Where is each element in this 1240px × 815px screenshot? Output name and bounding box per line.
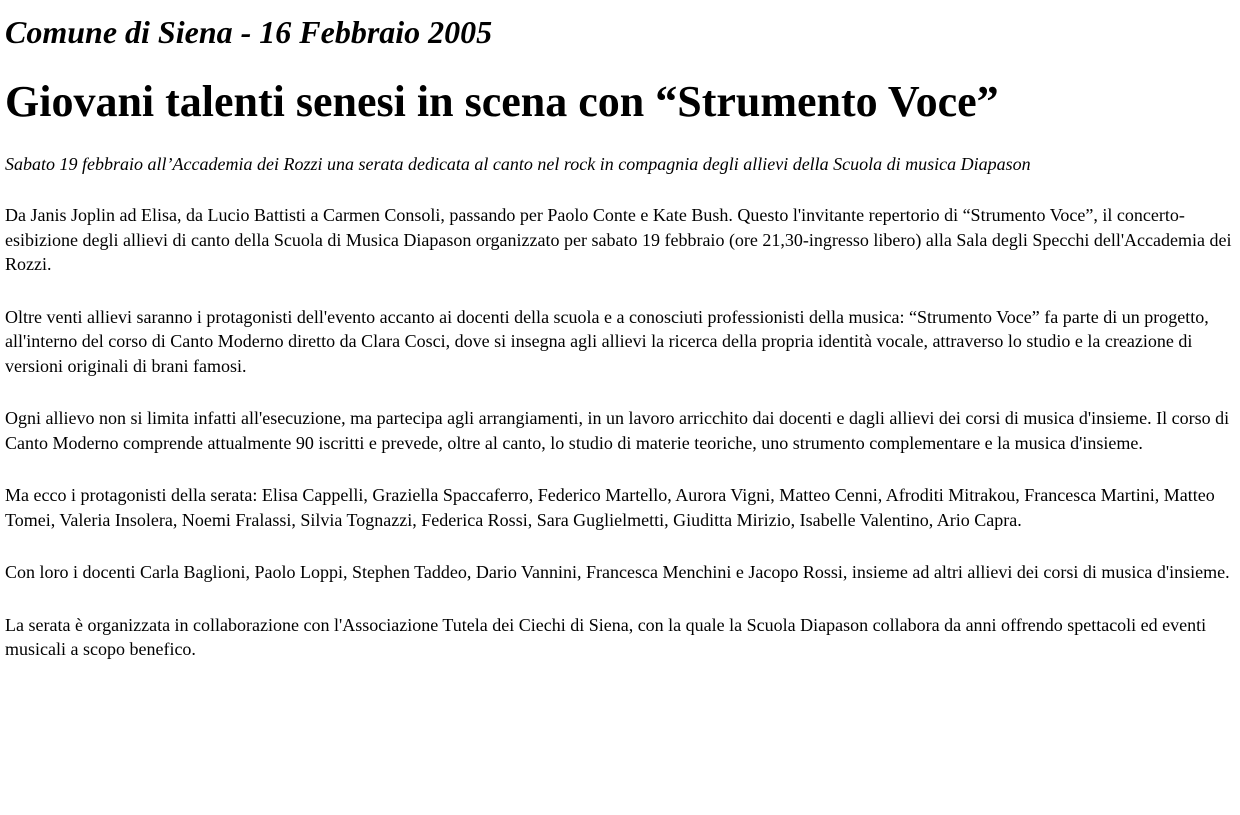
- body-paragraph: Da Janis Joplin ad Elisa, da Lucio Battisti a Carmen Consoli, passando per Paolo Conte e Kate Bush. Questo l'invitante repertorio di “Strumento Voce”, il concerto-esibizione degli allievi di canto della Scuola di Musica Diapason organizzato per sabato 19 febbraio (ore 21,30-ingresso libero) alla Sala degli Specchi dell'Accademia dei Rozzi.: [5, 205, 1232, 274]
- article-subtitle: Sabato 19 febbraio all’Accademia dei Rozzi una serata dedicata al canto nel rock in compagnia degli allievi della Scuola di musica Diapason: [5, 154, 1031, 174]
- body-paragraph: Ma ecco i protagonisti della serata: Elisa Cappelli, Graziella Spaccaferro, Federico Martello, Aurora Vigni, Matteo Cenni, Afroditi Mitrakou, Francesca Martini, Matteo Tomei, Valeria Insolera, Noemi Fralassi, Silvia Tognazzi, Federica Rossi, Sara Guglielmetti, Giuditta Mirizio, Isabelle Valentino, Ario Capra.: [5, 485, 1215, 530]
- article-body: [5, 203, 1235, 662]
- body-paragraph: La serata è organizzata in collaborazione con l'Associazione Tutela dei Ciechi di Siena, con la quale la Scuola Diapason collabora da anni offrendo spettacoli ed eventi musicali a scopo benefico.: [5, 614, 1207, 659]
- body-paragraph: Oltre venti allievi saranno i protagonisti dell'evento accanto ai docenti della scuola e a conosciuti professionisti della musica: “Strumento Voce” fa parte di un progetto, all'interno del corso di Canto Moderno diretto da Clara Cosci, dove si insegna agli allievi la ricerca della propria identità vocale, attraverso lo studio e la creazione di versioni originali di brani famosi.: [5, 306, 1209, 376]
- article-headline: Giovani talenti senesi in scena con “Strumento Voce”: [5, 77, 999, 126]
- source-date-line: Comune di Siena - 16 Febbraio 2005: [5, 14, 493, 50]
- body-paragraph: Ogni allievo non si limita infatti all'esecuzione, ma partecipa agli arrangiamenti, in un lavoro arricchito dai docenti e dagli allievi dei corsi di musica d'insieme. Il corso di Canto Moderno comprende attualmente 90 iscritti e prevede, oltre al canto, lo studio di materie teoriche, uno strumento complementare e la musica d'insieme.: [5, 408, 1230, 453]
- body-paragraph: Con loro i docenti Carla Baglioni, Paolo Loppi, Stephen Taddeo, Dario Vannini, Francesca Menchini e Jacopo Rossi, insieme ad altri allievi dei corsi di musica d'insieme.: [5, 562, 1230, 582]
- article: [5, 10, 1235, 690]
